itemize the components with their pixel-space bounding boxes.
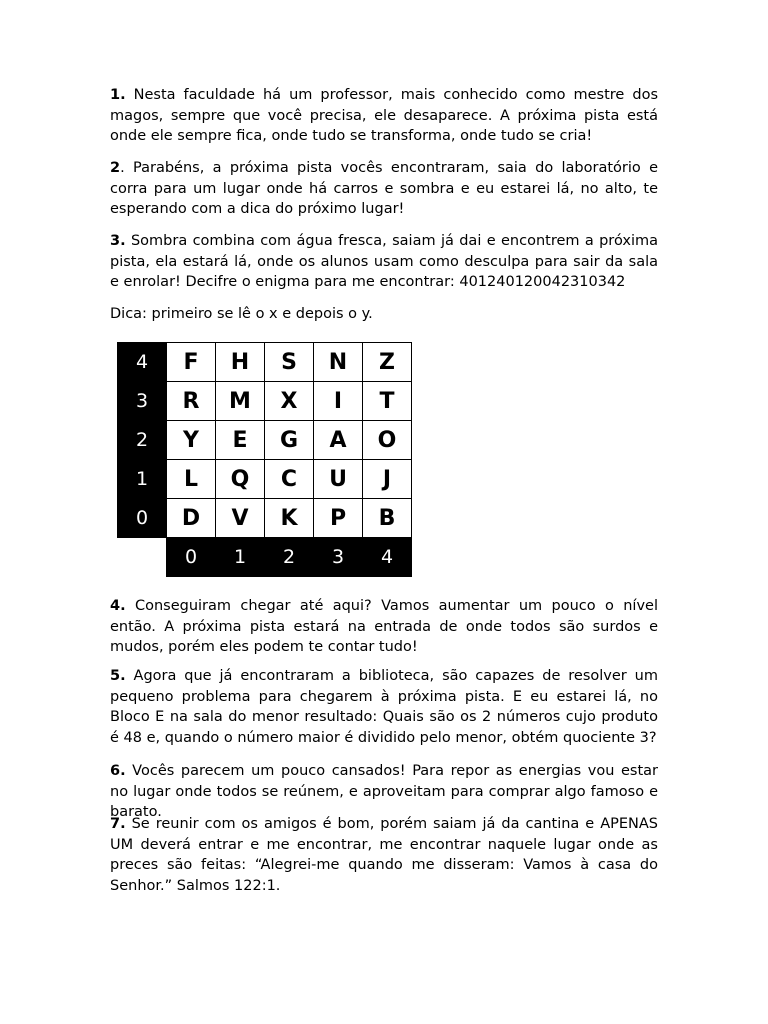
grid-cell: H: [216, 343, 265, 382]
grid-cell: C: [265, 460, 314, 499]
clue-number: 5.: [110, 668, 126, 684]
x-axis-label: 1: [216, 538, 265, 577]
x-axis-row: [118, 538, 412, 577]
grid-row: [118, 460, 412, 499]
grid-cell: F: [167, 343, 216, 382]
grid-row: [118, 499, 412, 538]
grid-cell: U: [314, 460, 363, 499]
grid-cell: G: [265, 421, 314, 460]
clue-number: 7.: [110, 816, 126, 832]
grid-cell: Z: [363, 343, 412, 382]
x-axis-label: 4: [363, 538, 412, 577]
clue-text: Agora que já encontraram a biblioteca, são capazes de resolver um pequeno problema para chegarem à próxima pista. E eu estarei lá, no Bloco E na sala do menor resultado: Quais são os 2 números cujo produto é 48 e, quando o número maior é dividido pelo menor, obtém quociente 3?: [110, 668, 658, 746]
clue-number: 1.: [110, 87, 126, 103]
grid-cell: B: [363, 499, 412, 538]
grid-cell: I: [314, 382, 363, 421]
cipher-grid: [117, 342, 412, 577]
grid-cell: E: [216, 421, 265, 460]
clue-text: Vocês parecem um pouco cansados! Para repor as energias vou estar no lugar onde todos se reúnem, e aproveitam para comprar algo famoso e barato.: [110, 763, 658, 820]
grid-cell: D: [167, 499, 216, 538]
grid-cell: R: [167, 382, 216, 421]
grid-cell: A: [314, 421, 363, 460]
y-axis-label: 1: [118, 460, 167, 499]
clue-text: . Parabéns, a próxima pista vocês encontraram, saia do laboratório e corra para um lugar onde há carros e sombra e eu estarei lá, no alto, te esperando com a dica do próximo lugar!: [110, 160, 658, 217]
y-axis-label: 2: [118, 421, 167, 460]
clue-text: Conseguiram chegar até aqui? Vamos aumentar um pouco o nível então. A próxima pista estará na entrada de onde todos são surdos e mudos, porém eles podem te contar tudo!: [110, 598, 658, 655]
grid-cell: O: [363, 421, 412, 460]
grid-cell: S: [265, 343, 314, 382]
clue-1: [110, 85, 658, 147]
clue-2: [110, 158, 658, 220]
clue-text: Nesta faculdade há um professor, mais conhecido como mestre dos magos, sempre que você precisa, ele desaparece. A próxima pista está onde ele sempre fica, onde tudo se transforma, onde tudo se cria!: [110, 87, 658, 144]
clue-number: 4.: [110, 598, 126, 614]
grid-cell: P: [314, 499, 363, 538]
x-axis-label: 0: [167, 538, 216, 577]
grid-cell: X: [265, 382, 314, 421]
clue-text: Se reunir com os amigos é bom, porém saiam já da cantina e APENAS UM deverá entrar e me encontrar, me encontrar naquele lugar onde as preces são feitas: “Alegrei-me quando me disseram: Vamos à casa do Senhor.” Salmos 122:1.: [110, 816, 658, 894]
clue-5: [110, 666, 658, 748]
clue-number: 2: [110, 160, 121, 176]
grid-cell: Q: [216, 460, 265, 499]
grid-cell: J: [363, 460, 412, 499]
y-axis-label: 3: [118, 382, 167, 421]
grid-corner: [118, 538, 167, 577]
grid-cell: Y: [167, 421, 216, 460]
hint-text: Dica: primeiro se lê o x e depois o y.: [110, 306, 373, 322]
grid-cell: T: [363, 382, 412, 421]
grid-cell: K: [265, 499, 314, 538]
grid-cell: V: [216, 499, 265, 538]
clue-text: Sombra combina com água fresca, saiam já dai e encontrem a próxima pista, ela estará lá, onde os alunos usam como desculpa para sair da sala e enrolar! Decifre o enigma para me encontrar: 401240120042310342: [110, 233, 658, 290]
grid-row: [118, 343, 412, 382]
clue-number: 6.: [110, 763, 126, 779]
grid-cell: L: [167, 460, 216, 499]
clue-number: 3.: [110, 233, 126, 249]
x-axis-label: 2: [265, 538, 314, 577]
clue-7: [110, 814, 658, 896]
grid-row: [118, 382, 412, 421]
y-axis-label: 0: [118, 499, 167, 538]
clue-4: [110, 596, 658, 658]
grid-cell: N: [314, 343, 363, 382]
clue-3: [110, 231, 658, 293]
grid-cell: M: [216, 382, 265, 421]
y-axis-label: 4: [118, 343, 167, 382]
grid-row: [118, 421, 412, 460]
cipher-table: [117, 342, 412, 577]
x-axis-label: 3: [314, 538, 363, 577]
